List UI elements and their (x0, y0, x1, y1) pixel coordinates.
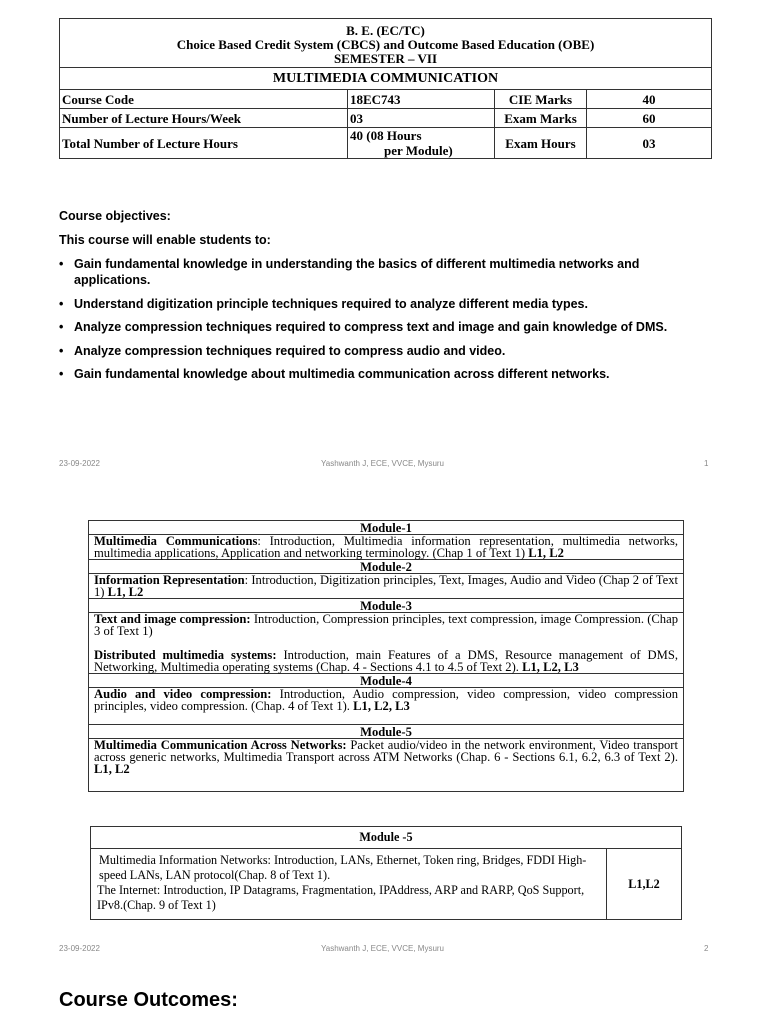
lecture-hours-week-label: Number of Lecture Hours/Week (60, 109, 348, 128)
module-2-levels: L1, L2 (107, 585, 144, 599)
objective-text: Understand digitization principle techniques required to analyze different media types. (74, 296, 588, 311)
module-5b-topic: Multimedia Information Networks: (99, 853, 271, 867)
cie-marks-value: 40 (587, 90, 712, 109)
total-hours-line-2: per Module) (384, 143, 453, 158)
module-1-content (89, 535, 684, 560)
objective-item (59, 319, 699, 335)
module-5b-reference-2: Chap. 9 of Text 1 (127, 898, 212, 912)
program-header (60, 19, 712, 68)
bullet: • (59, 367, 64, 381)
objectives-heading: Course objectives: (59, 209, 171, 223)
lecture-hours-week-value: 03 (348, 109, 495, 128)
module-4-title: Module-4 (89, 674, 684, 688)
module-1-levels: L1, L2 (528, 546, 564, 560)
module-1-topic: Multimedia Communications (94, 534, 258, 548)
module-3-topic-2: Distributed multimedia systems: (94, 648, 277, 662)
module-5b-content (91, 849, 607, 920)
module-2-title: Module-2 (89, 560, 684, 574)
bullet: • (59, 320, 64, 334)
module-5b-levels: L1,L2 (607, 849, 682, 920)
module-4-text: Introduction, Audio compression, video compression, video compression principles, video compression. (Chap. 4 of Text 1). (94, 687, 678, 713)
module-5b-text-2: Introduction, IP Datagrams, Fragmentation, IPAddress, ARP and RARP, QoS Support, IPv8.( (97, 883, 585, 912)
module-5-topic: Multimedia Communication Across Networks: (94, 738, 347, 752)
module-5b-tail: ) (211, 898, 216, 912)
module-3-topic: Text and image compression: (94, 612, 251, 626)
objective-text: Analyze compression techniques required to compress text and image and gain knowledge of DMS. (74, 320, 668, 334)
module-3-content (89, 613, 684, 674)
module-5b-reference: Chap. 8 of Text 1). (238, 868, 331, 882)
module-4-levels: L1, L2, L3 (353, 699, 410, 713)
bullet: • (59, 296, 64, 311)
module-5-levels: L1, L2 (94, 762, 130, 776)
footer-date: 23-09-2022 (59, 459, 100, 468)
module-3-levels: L1, L2, L3 (522, 660, 579, 674)
course-code-value: 18EC743 (348, 90, 495, 109)
course-code-label: Course Code (60, 90, 348, 109)
module-5b-text: Introduction, LANs, Ethernet, Token ring, Bridges, FDDI High-speed LANs, LAN protocol( (99, 853, 587, 882)
exam-marks-value: 60 (587, 109, 712, 128)
module-3-title: Module-3 (89, 599, 684, 613)
module-5b-title: Module -5 (91, 827, 682, 849)
objectives-list (59, 256, 699, 382)
course-outcomes-heading: Course Outcomes: (59, 989, 238, 1011)
total-lecture-hours-value (348, 128, 495, 159)
objective-item (59, 296, 699, 312)
header-line-2: Choice Based Credit System (CBCS) and Outcome Based Education (OBE) (176, 37, 595, 52)
footer-author: Yashwanth J, ECE, VVCE, Mysuru (321, 459, 445, 468)
objective-text: Gain fundamental knowledge about multimedia communication across different networks. (74, 367, 610, 381)
module-5b-topic-2: The Internet: (97, 883, 161, 897)
bullet: • (59, 343, 64, 358)
footer-date: 23-09-2022 (59, 944, 100, 953)
course-objectives (59, 208, 699, 390)
total-hours-line-1: 40 (08 Hours (350, 128, 422, 143)
footer-author: Yashwanth J, ECE, VVCE, Mysuru (321, 944, 445, 953)
total-lecture-hours-label: Total Number of Lecture Hours (60, 128, 348, 159)
objective-item (59, 256, 699, 288)
bullet: • (59, 257, 64, 271)
footer-page-number: 2 (704, 944, 709, 953)
footer-page-number: 1 (704, 459, 709, 468)
modules-table (88, 520, 684, 792)
exam-marks-label: Exam Marks (495, 109, 587, 128)
module-4-content (89, 688, 684, 725)
module-2-content (89, 574, 684, 599)
cie-marks-label: CIE Marks (495, 90, 587, 109)
objective-item (59, 343, 699, 359)
module-4-topic: Audio and video compression: (94, 687, 272, 701)
module-5-title: Module-5 (89, 725, 684, 739)
objective-item (59, 366, 699, 382)
module-5-detail-table (90, 826, 682, 920)
course-title: MULTIMEDIA COMMUNICATION (60, 68, 712, 90)
module-5-content (89, 739, 684, 792)
exam-hours-value: 03 (587, 128, 712, 159)
objective-text: Analyze compression techniques required to compress audio and video. (74, 343, 506, 358)
module-3-text: Introduction, Compression principles, text compression, image Compression. (Chap 3 of Text 1) (94, 612, 678, 638)
exam-hours-label: Exam Hours (495, 128, 587, 159)
module-2-text: : Introduction, Digitization principles, Text, Images, Audio and Video (Chap 2 of Text 1) (94, 573, 678, 599)
objective-text: Gain fundamental knowledge in understanding the basics of different multimedia networks and applications. (74, 257, 640, 287)
module-1-text: : Introduction, Multimedia information representation, multimedia networks, multimedia applications, Application and networking terminology. (Chap 1 of Text 1) (94, 534, 678, 560)
module-5-text: Packet audio/video in the network environment, Video transport across generic networks, Multimedia Transport across ATM Networks (Chap. 6 - Sections 6.1, 6.2, 6.3 of Text 2). (94, 738, 678, 764)
course-info-table (59, 18, 712, 159)
header-line-1: B. E. (EC/TC) (346, 23, 425, 38)
module-2-topic: Information Representation (94, 573, 245, 587)
module-3-text-2: Introduction, main Features of a DMS, Resource management of DMS, Networking, Multimedia operating systems (Chap. 4 - Sections 4.1 to 4.5 of Text 2). (94, 648, 678, 674)
module-1-title: Module-1 (89, 521, 684, 535)
objectives-intro: This course will enable students to: (59, 233, 271, 247)
header-line-3: SEMESTER – VII (333, 51, 438, 66)
